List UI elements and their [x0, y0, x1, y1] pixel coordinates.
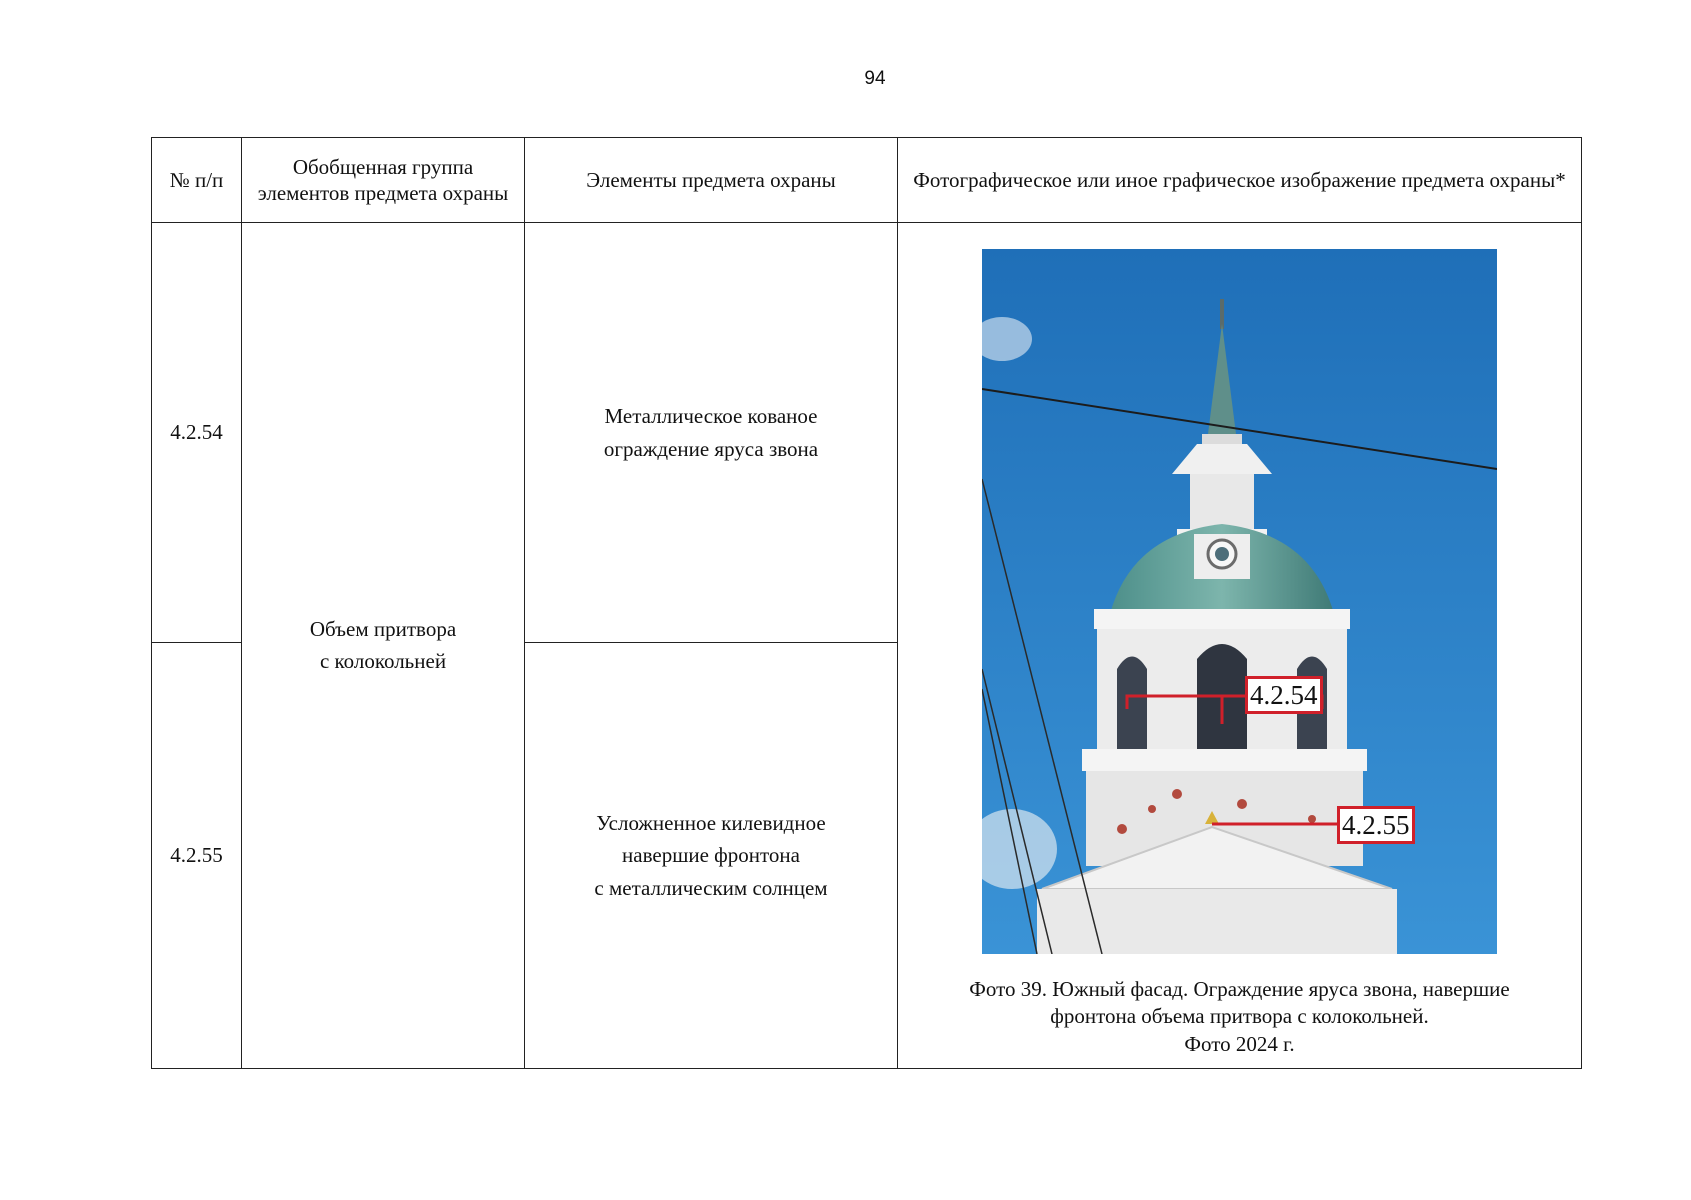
photo-caption: [904, 976, 1575, 1058]
bell-tower-image: [982, 249, 1497, 954]
marker-4-2-55: 4.2.55: [1337, 806, 1415, 844]
marker-4-2-54: 4.2.54: [1245, 676, 1323, 714]
group-cell: Объем притвора с колокольней: [242, 223, 525, 1069]
bell-tower-photo: [982, 249, 1497, 954]
table-header-row: [152, 138, 1582, 223]
protection-table: [151, 137, 1582, 1069]
caption-line-2: фронтона объема притвора с колокольней.: [1050, 1004, 1429, 1029]
header-group: Обобщенная группа элементов предмета охраны: [242, 138, 525, 223]
caption-line-1: Фото 39. Южный фасад. Ограждение яруса звона, навершие: [969, 977, 1510, 1001]
element-cell-4-2-55: Усложненное килевидное навершие фронтона с металлическим солнцем: [525, 643, 898, 1069]
photo-cell: [898, 223, 1582, 1069]
caption-line-3: Фото 2024 г.: [1184, 1031, 1295, 1056]
page-number: 94: [864, 68, 886, 89]
header-num: № п/п: [152, 138, 242, 223]
header-photo: Фотографическое или иное графическое изображение предмета охраны*: [898, 138, 1582, 223]
header-elements: Элементы предмета охраны: [525, 138, 898, 223]
row-num-4-2-54: 4.2.54: [152, 223, 242, 643]
row-num-4-2-55: 4.2.55: [152, 643, 242, 1069]
element-cell-4-2-54: Металлическое кованое ограждение яруса звона: [525, 223, 898, 643]
table-row: [152, 223, 1582, 643]
